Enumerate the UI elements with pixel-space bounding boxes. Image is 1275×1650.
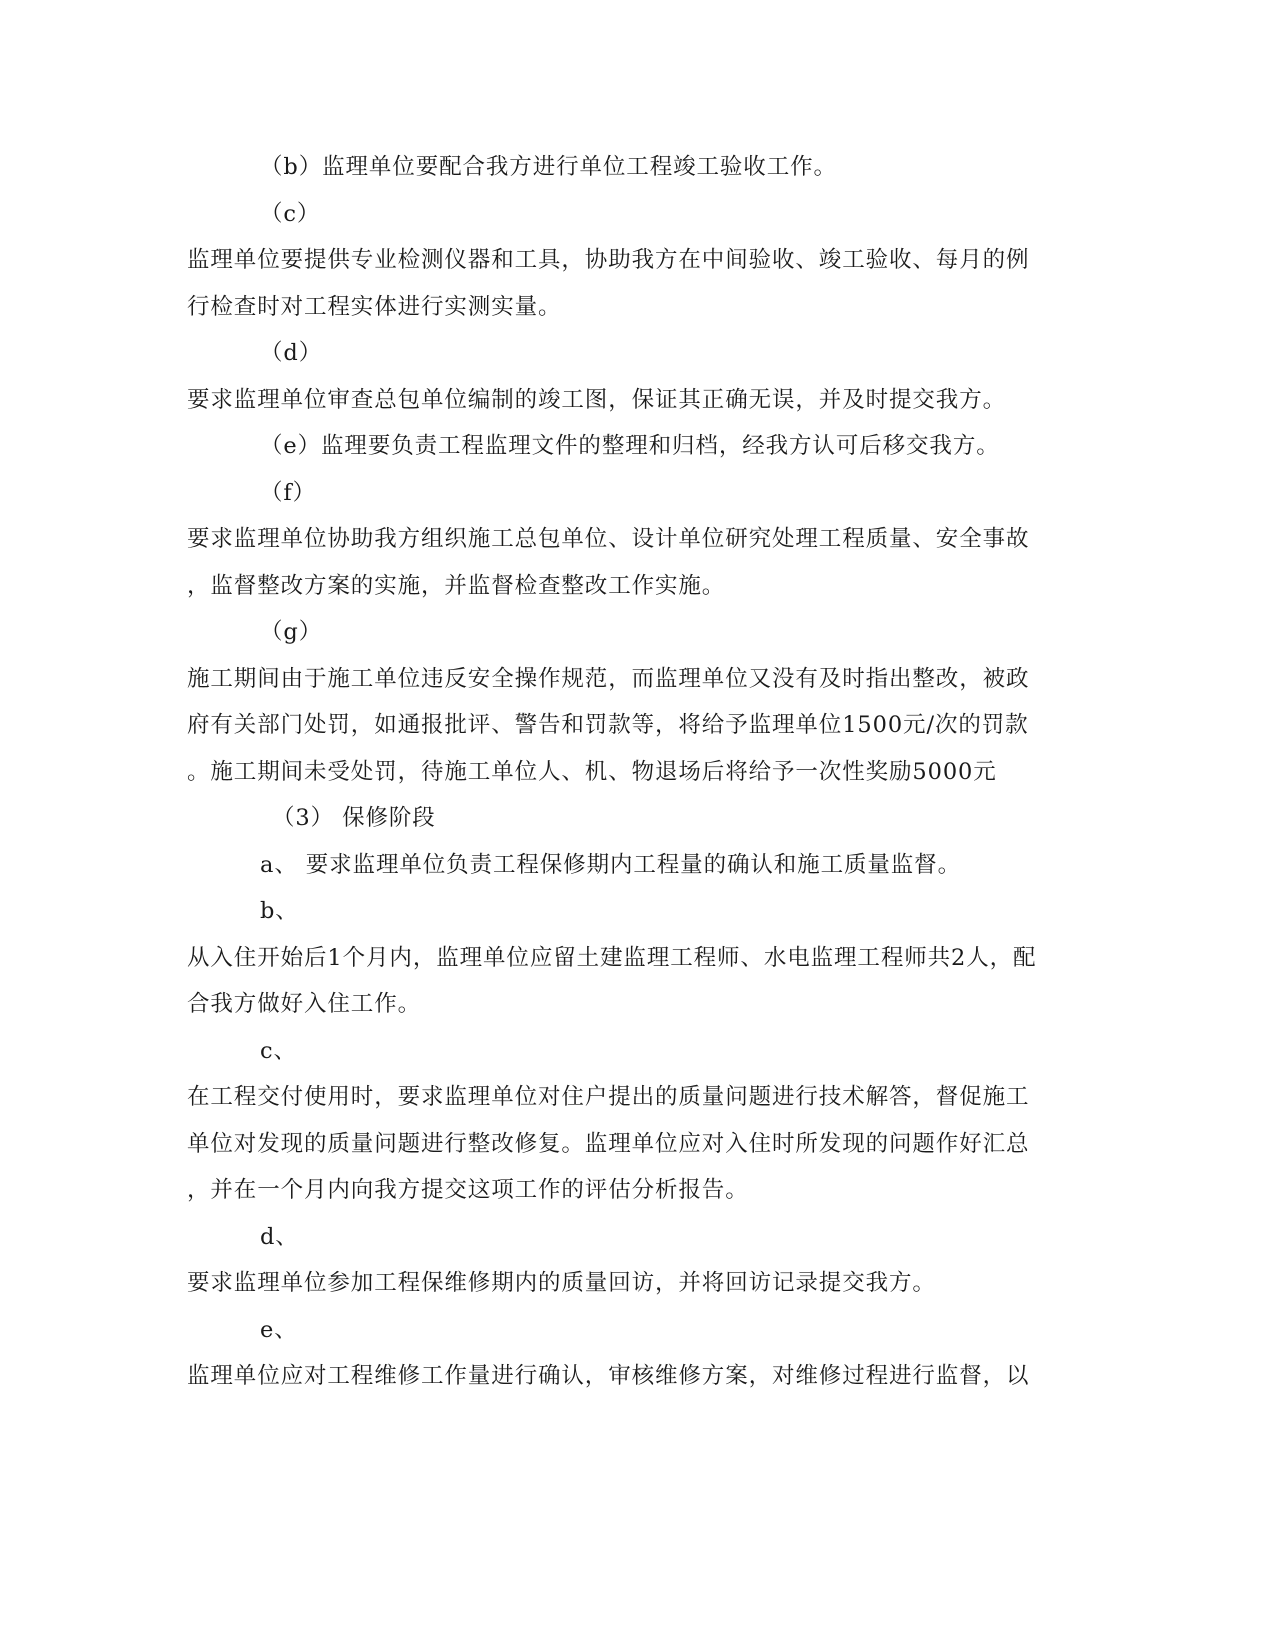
item-b2-label: b、 (260, 898, 299, 924)
item-g-text-line1: 施工期间由于施工单位违反安全操作规范，而监理单位又没有及时指出整改，被政 (187, 666, 1030, 692)
item-g-text-line2: 府有关部门处罚，如通报批评、警告和罚款等，将给予监理单位1500元/次的罚款 (187, 712, 1029, 738)
item-b2-text-line2: 合我方做好入住工作。 (187, 991, 422, 1017)
item-b2-text-line1: 从入住开始后1个月内，监理单位应留土建监理工程师、水电监理工程师共2人，配 (187, 945, 1037, 971)
item-c2-text-line1: 在工程交付使用时，要求监理单位对住户提出的质量问题进行技术解答，督促施工 (187, 1084, 1030, 1110)
item-c2-text-line3: ，并在一个月内向我方提交这项工作的评估分析报告。 (187, 1177, 749, 1203)
item-c-text-line1: 监理单位要提供专业检测仪器和工具，协助我方在中间验收、竣工验收、每月的例 (187, 247, 1030, 273)
item-e2-label: e、 (260, 1317, 298, 1343)
item-d-label: （d） (260, 340, 323, 366)
item-a-text: a、 要求监理单位负责工程保修期内工程量的确认和施工质量监督。 (260, 852, 961, 878)
item-g-text-line3: 。施工期间未受处罚，待施工单位人、机、物退场后将给予一次性奖励5000元 (187, 759, 997, 785)
item-d2-text: 要求监理单位参加工程保维修期内的质量回访，并将回访记录提交我方。 (187, 1270, 936, 1296)
item-c-label: （c） (260, 201, 321, 227)
item-f-text-line1: 要求监理单位协助我方组织施工总包单位、设计单位研究处理工程质量、安全事故 (187, 526, 1030, 552)
item-b-text: （b）监理单位要配合我方进行单位工程竣工验收工作。 (260, 154, 837, 180)
item-d2-label: d、 (260, 1224, 299, 1250)
item-g-label: （g） (260, 619, 323, 645)
section-heading: （3） 保修阶段 (272, 805, 436, 831)
item-c-text-line2: 行检查时对工程实体进行实测实量。 (187, 294, 562, 320)
item-e-text: （e）监理要负责工程监理文件的整理和归档，经我方认可后移交我方。 (260, 433, 1000, 459)
item-f-text-line2: ，监督整改方案的实施，并监督检查整改工作实施。 (187, 573, 726, 599)
item-e2-text-line1: 监理单位应对工程维修工作量进行确认，审核维修方案，对维修过程进行监督，以 (187, 1363, 1030, 1389)
item-c2-label: c、 (260, 1038, 297, 1064)
item-d-text: 要求监理单位审查总包单位编制的竣工图，保证其正确无误，并及时提交我方。 (187, 387, 1007, 413)
item-f-label: （f） (260, 480, 317, 506)
item-c2-text-line2: 单位对发现的质量问题进行整改修复。监理单位应对入住时所发现的问题作好汇总 (187, 1131, 1030, 1157)
